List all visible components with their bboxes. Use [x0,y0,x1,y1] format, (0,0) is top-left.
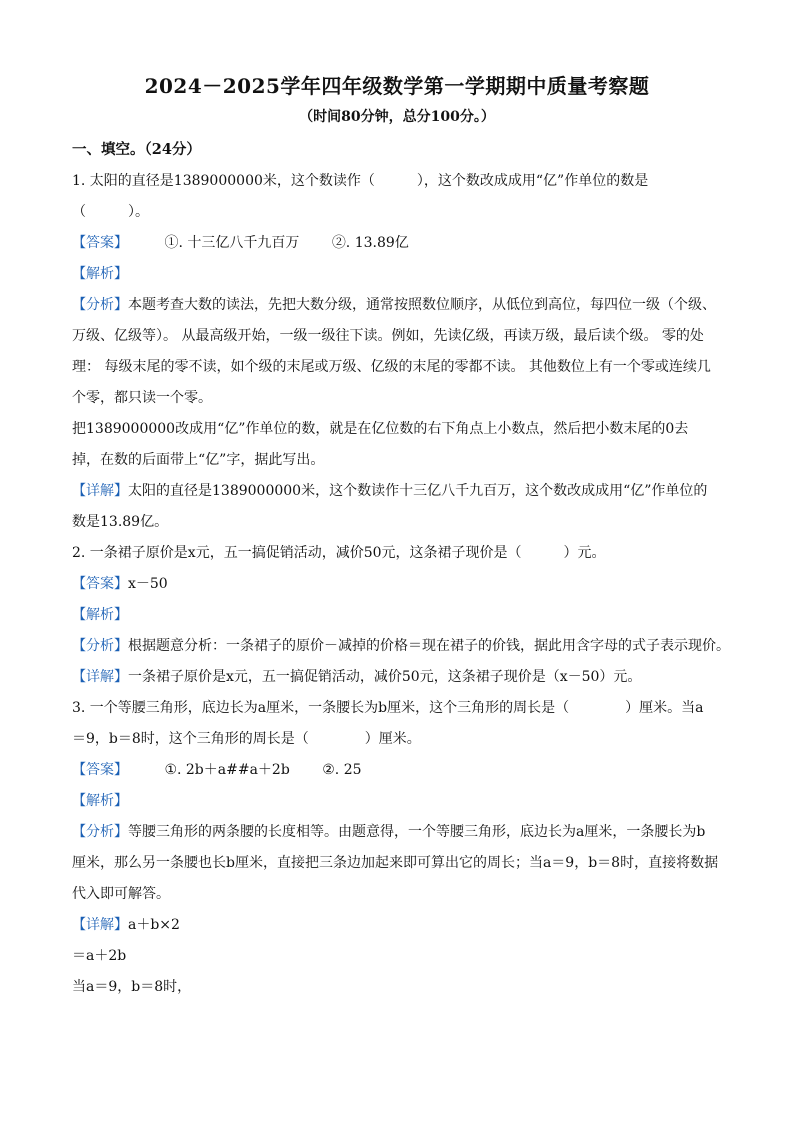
answer-part-1: ①. 十三亿八千九百万 [164,235,300,251]
question-3-xiangjie-line-3: 当a＝9，b＝8时， [72,979,192,995]
question-3-analysis [72,791,742,811]
question-1-line-2: （ ）。 [72,204,149,220]
question-1-fenxi-line-6: 掉，在数的后面带上“亿”字，据此写出。 [72,452,325,468]
question-2-xiangjie [72,667,742,687]
question-1-fenxi-line-3: 理： 每级末尾的零不读，如个级的末尾或万级、亿级的末尾的零都不读。 其他数位上有一个零或连续几 [72,359,711,375]
answer-part-2: ②. 13.89亿 [331,235,409,251]
question-3-xiangjie-line-1 [72,915,742,935]
analysis-tag: 【解析】 [72,607,128,623]
fenxi-text: 根据题意分析：一条裙子的原价－减掉的价格＝现在裙子的价钱，据此用含字母的式子表示现价。 [128,638,730,654]
page-title: 2024－2025学年四年级数学第一学期期中质量考察题 [144,74,650,98]
xiangjie-tag: 【详解】 [72,483,128,499]
question-1-fenxi-line-5: 把1389000000改成用“亿”作单位的数，就是在亿位数的右下角点上小数点，然后把小数末尾的0去 [72,421,689,437]
question-1-answer [72,233,742,253]
question-1-analysis [72,264,742,284]
fenxi-text: 等腰三角形的两条腰的长度相等。由题意得，一个等腰三角形，底边长为a厘米，一条腰长为b [128,824,706,840]
question-2-fenxi [72,636,742,656]
fenxi-text: 本题考查大数的读法，先把大数分级，通常按照数位顺序，从低位到高位，每四位一级（个级、 [128,297,716,313]
xiangjie-tag: 【详解】 [72,669,128,685]
question-3-fenxi-line-2: 厘米，那么另一条腰也长b厘米，直接把三条边加起来即可算出它的周长；当a＝9，b＝8时，直接将数据 [72,855,719,871]
xiangjie-text: a＋b×2 [128,917,180,933]
fenxi-tag: 【分析】 [72,824,128,840]
xiangjie-tag: 【详解】 [72,917,128,933]
question-1-fenxi-line-2: 万级、亿级等）。 从最高级开始，一级一级往下读。例如，先读亿级，再读万级，最后读个级。 零的处 [72,328,704,344]
section-heading: 一、填空。（24分） [72,141,201,158]
question-3-line-2: ＝9，b＝8时，这个三角形的周长是（ ）厘米。 [72,731,421,747]
question-3-answer [72,760,742,780]
question-1-xiangjie-line-1 [72,481,742,501]
question-3-xiangjie-line-2: ＝a＋2b [72,948,127,964]
xiangjie-text: 一条裙子原价是x元，五一搞促销活动，减价50元，这条裙子现价是（x－50）元。 [128,669,642,685]
answer-part-2: ②. 25 [322,762,362,778]
question-3-line-1: 3. 一个等腰三角形，底边长为a厘米，一条腰长为b厘米，这个三角形的周长是（ ）厘米。当a [72,700,704,716]
page-subtitle: （时间80分钟，总分100分。） [299,109,495,125]
fenxi-tag: 【分析】 [72,297,128,313]
answer-part-1: ①. 2b＋a##a＋2b [164,762,290,778]
question-2-analysis [72,605,742,625]
fenxi-tag: 【分析】 [72,638,128,654]
answer-tag: 【答案】 [72,576,128,592]
question-2-answer [72,574,742,594]
question-1-fenxi-line-1 [72,295,742,315]
question-1-xiangjie-line-2: 数是13.89亿。 [72,514,169,530]
analysis-tag: 【解析】 [72,266,128,282]
question-1-line-1: 1. 太阳的直径是1389000000米，这个数读作（ ），这个数改成成用“亿”作单位的数是 [72,173,649,189]
answer-tag: 【答案】 [72,762,128,778]
answer-text: x－50 [128,576,168,592]
answer-tag: 【答案】 [72,235,128,251]
question-3-fenxi-line-1 [72,822,742,842]
question-1-fenxi-line-4: 个零，都只读一个零。 [72,390,212,406]
question-3-fenxi-line-3: 代入即可解答。 [72,886,170,902]
xiangjie-text: 太阳的直径是1389000000米，这个数读作十三亿八千九百万，这个数改成成用“亿”作单位的 [128,483,708,499]
analysis-tag: 【解析】 [72,793,128,809]
question-2-line-1: 2. 一条裙子原价是x元，五一搞促销活动，减价50元，这条裙子现价是（ ）元。 [72,545,606,561]
